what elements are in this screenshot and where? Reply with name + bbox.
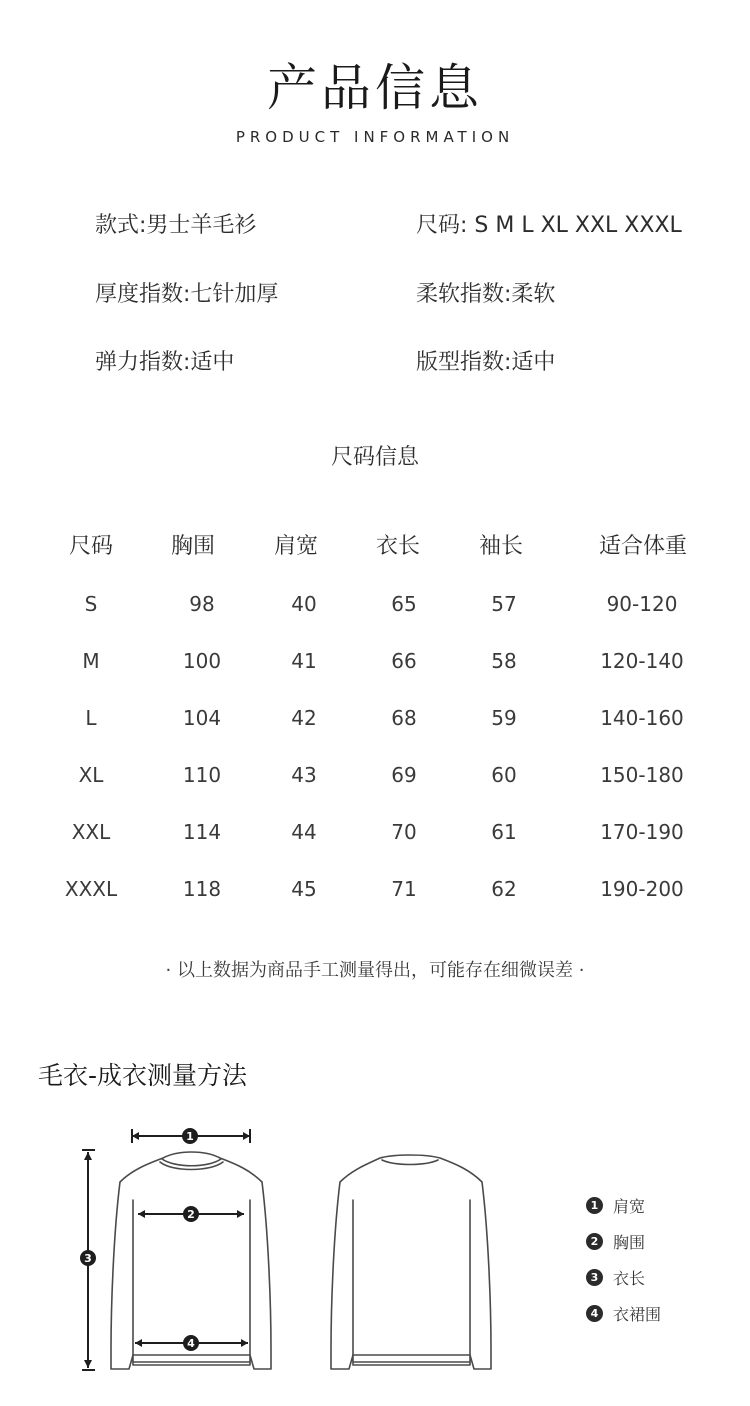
table-cell: 140-160 (600, 706, 684, 730)
table-header-chest: 胸围 (170, 534, 216, 559)
legend-item (586, 1194, 645, 1216)
table-cell: 71 (391, 877, 417, 901)
table-cell: 66 (391, 649, 417, 673)
table-cell: 70 (391, 820, 417, 844)
marker-hem (183, 1335, 199, 1351)
table-cell: L (85, 706, 97, 730)
attr-size: 尺码: S M L XL XXL XXXL (416, 213, 682, 238)
table-cell: 58 (491, 649, 517, 673)
table-cell: 42 (291, 706, 317, 730)
svg-text:1: 1 (186, 1130, 194, 1143)
table-cell: 170-190 (600, 820, 684, 844)
measurement-title: 毛衣-成衣测量方法 (38, 1061, 248, 1090)
legend-label: 胸围 (613, 1232, 646, 1252)
table-cell: 150-180 (600, 763, 684, 787)
marker-shoulder (182, 1128, 198, 1144)
marker-chest (183, 1206, 199, 1222)
table-cell: 40 (291, 592, 317, 616)
measurement-note: · 以上数据为商品手工测量得出，可能存在细微误差 · (165, 960, 585, 981)
marker-length (80, 1250, 96, 1266)
table-cell: 98 (189, 592, 215, 616)
table-cell: 59 (491, 706, 517, 730)
attr-thickness: 厚度指数:七针加厚 (95, 282, 279, 307)
table-cell: 120-140 (600, 649, 684, 673)
table-cell: XL (78, 763, 104, 787)
table-cell: 60 (491, 763, 517, 787)
table-cell: 57 (491, 592, 517, 616)
table-header-shoulder: 肩宽 (273, 534, 319, 559)
page-subtitle: PRODUCT INFORMATION (235, 128, 515, 146)
table-header-length: 衣长 (375, 534, 421, 559)
table-cell: 44 (291, 820, 317, 844)
table-cell: 104 (182, 706, 222, 730)
legend-item (586, 1230, 645, 1252)
table-cell: 100 (182, 649, 222, 673)
legend-number: 4 (586, 1305, 603, 1322)
table-cell: 41 (291, 649, 317, 673)
legend-number: 2 (586, 1233, 603, 1250)
table-header-weight: 适合体重 (598, 534, 688, 559)
legend-label: 衣长 (613, 1268, 646, 1288)
page-title: 产品信息 (267, 59, 483, 117)
svg-text:4: 4 (187, 1337, 195, 1350)
sweater-back-illustration (331, 1155, 491, 1369)
table-cell: 43 (291, 763, 317, 787)
table-cell: S (84, 592, 98, 616)
legend-label: 肩宽 (613, 1196, 646, 1216)
table-cell: 118 (182, 877, 222, 901)
table-cell: 61 (491, 820, 517, 844)
table-cell: XXXL (64, 877, 118, 901)
attr-softness: 柔软指数:柔软 (416, 282, 556, 307)
table-header-sleeve: 袖长 (478, 534, 524, 559)
legend-label: 衣裙围 (613, 1304, 662, 1324)
legend-number: 1 (586, 1197, 603, 1214)
size-section-title: 尺码信息 (330, 445, 419, 470)
svg-text:2: 2 (187, 1208, 195, 1221)
table-cell: 45 (291, 877, 317, 901)
attr-style: 款式:男士羊毛衫 (95, 213, 257, 238)
table-cell: XXL (71, 820, 111, 844)
table-header-size: 尺码 (68, 534, 114, 559)
legend-number: 3 (586, 1269, 603, 1286)
table-cell: 90-120 (606, 592, 678, 616)
svg-text:3: 3 (84, 1252, 92, 1265)
table-cell: 69 (391, 763, 417, 787)
table-cell: 190-200 (600, 877, 684, 901)
table-cell: M (82, 649, 100, 673)
table-cell: 114 (182, 820, 222, 844)
table-cell: 65 (391, 592, 417, 616)
sweater-measure-diagram (0, 1110, 750, 1400)
table-cell: 68 (391, 706, 417, 730)
legend-item (586, 1302, 661, 1324)
attr-elasticity: 弹力指数:适中 (95, 350, 235, 375)
table-cell: 62 (491, 877, 517, 901)
attr-fit: 版型指数:适中 (416, 350, 556, 375)
legend-item (586, 1266, 645, 1288)
table-cell: 110 (182, 763, 222, 787)
